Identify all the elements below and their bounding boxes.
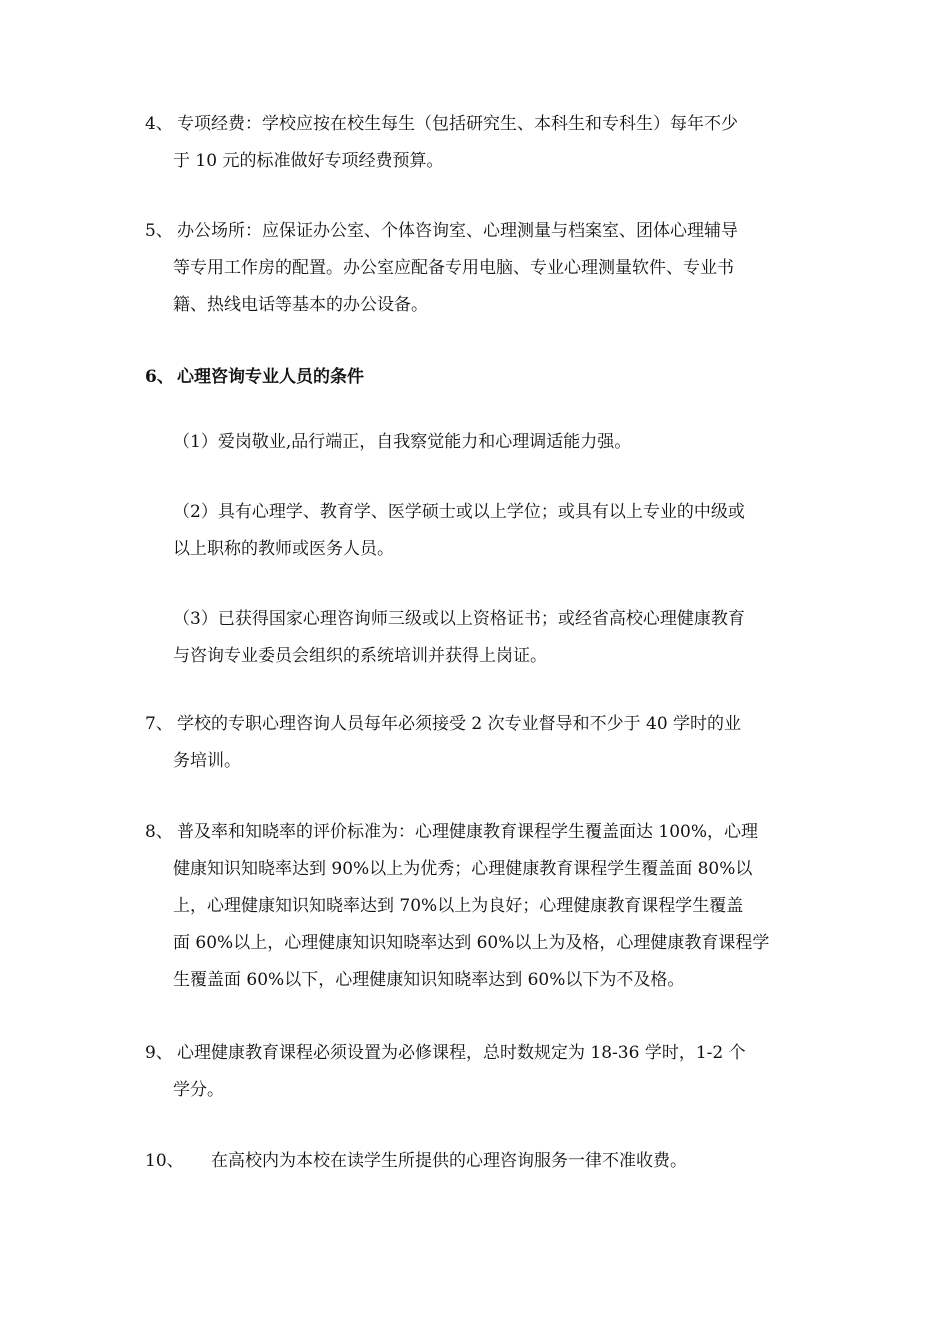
item-text: 学校的专职心理咨询人员每年必须接受 2 次专业督导和不少于 40 学时的业 bbox=[177, 714, 742, 734]
item-continuation: 面 60%以上，心理健康知识知晓率达到 60%以上为及格，心理健康教育课程学 bbox=[173, 933, 770, 953]
sub-item-text: 与咨询专业委员会组织的系统培训并获得上岗证。 bbox=[173, 646, 547, 666]
heading-text: 心理咨询专业人员的条件 bbox=[177, 367, 364, 387]
list-item-7 bbox=[145, 706, 835, 780]
item-continuation: 籍、热线电话等基本的办公设备。 bbox=[173, 295, 428, 315]
item-continuation: 学分。 bbox=[173, 1080, 224, 1100]
list-item-5 bbox=[145, 213, 835, 324]
item-text: 在高校内为本校在读学生所提供的心理咨询服务一律不准收费。 bbox=[211, 1151, 687, 1171]
item-text: 心理健康教育课程必须设置为必修课程，总时数规定为 18-36 学时，1-2 个 bbox=[177, 1043, 746, 1063]
sub-item-text: （3）已获得国家心理咨询师三级或以上资格证书；或经省高校心理健康教育 bbox=[173, 609, 745, 629]
sub-item-1 bbox=[173, 424, 823, 461]
item-number: 7、 bbox=[145, 714, 173, 734]
item-number: 10、 bbox=[145, 1151, 184, 1171]
item-continuation: 于 10 元的标准做好专项经费预算。 bbox=[173, 151, 444, 171]
sub-item-text: 以上职称的教师或医务人员。 bbox=[173, 539, 394, 559]
sub-item-text: （2）具有心理学、教育学、医学硕士或以上学位；或具有以上专业的中级或 bbox=[173, 502, 745, 522]
list-item-10 bbox=[145, 1143, 835, 1180]
item-continuation: 等专用工作房的配置。办公室应配备专用电脑、专业心理测量软件、专业书 bbox=[173, 258, 734, 278]
item-text: 办公场所：应保证办公室、个体咨询室、心理测量与档案室、团体心理辅导 bbox=[177, 221, 738, 241]
list-item-8 bbox=[145, 814, 835, 999]
item-text: 普及率和知晓率的评价标准为：心理健康教育课程学生覆盖面达 100%，心理 bbox=[177, 822, 759, 842]
list-item-4 bbox=[145, 106, 835, 180]
section-heading-6 bbox=[145, 359, 835, 396]
sub-item-text: （1）爱岗敬业,品行端正，自我察觉能力和心理调适能力强。 bbox=[173, 432, 632, 452]
list-item-9 bbox=[145, 1035, 835, 1109]
item-continuation: 健康知识知晓率达到 90%以上为优秀；心理健康教育课程学生覆盖面 80%以 bbox=[173, 859, 753, 879]
item-continuation: 上，心理健康知识知晓率达到 70%以上为良好；心理健康教育课程学生覆盖 bbox=[173, 896, 744, 916]
item-text: 专项经费：学校应按在校生每生（包括研究生、本科生和专科生）每年不少 bbox=[177, 114, 738, 134]
item-number: 4、 bbox=[145, 114, 173, 134]
item-number: 6、 bbox=[145, 367, 174, 387]
sub-item-3 bbox=[173, 601, 823, 675]
item-number: 8、 bbox=[145, 822, 173, 842]
item-number: 5、 bbox=[145, 221, 173, 241]
item-number: 9、 bbox=[145, 1043, 173, 1063]
item-continuation: 务培训。 bbox=[173, 751, 241, 771]
item-continuation: 生覆盖面 60%以下，心理健康知识知晓率达到 60%以下为不及格。 bbox=[173, 970, 685, 990]
sub-item-2 bbox=[173, 494, 823, 568]
